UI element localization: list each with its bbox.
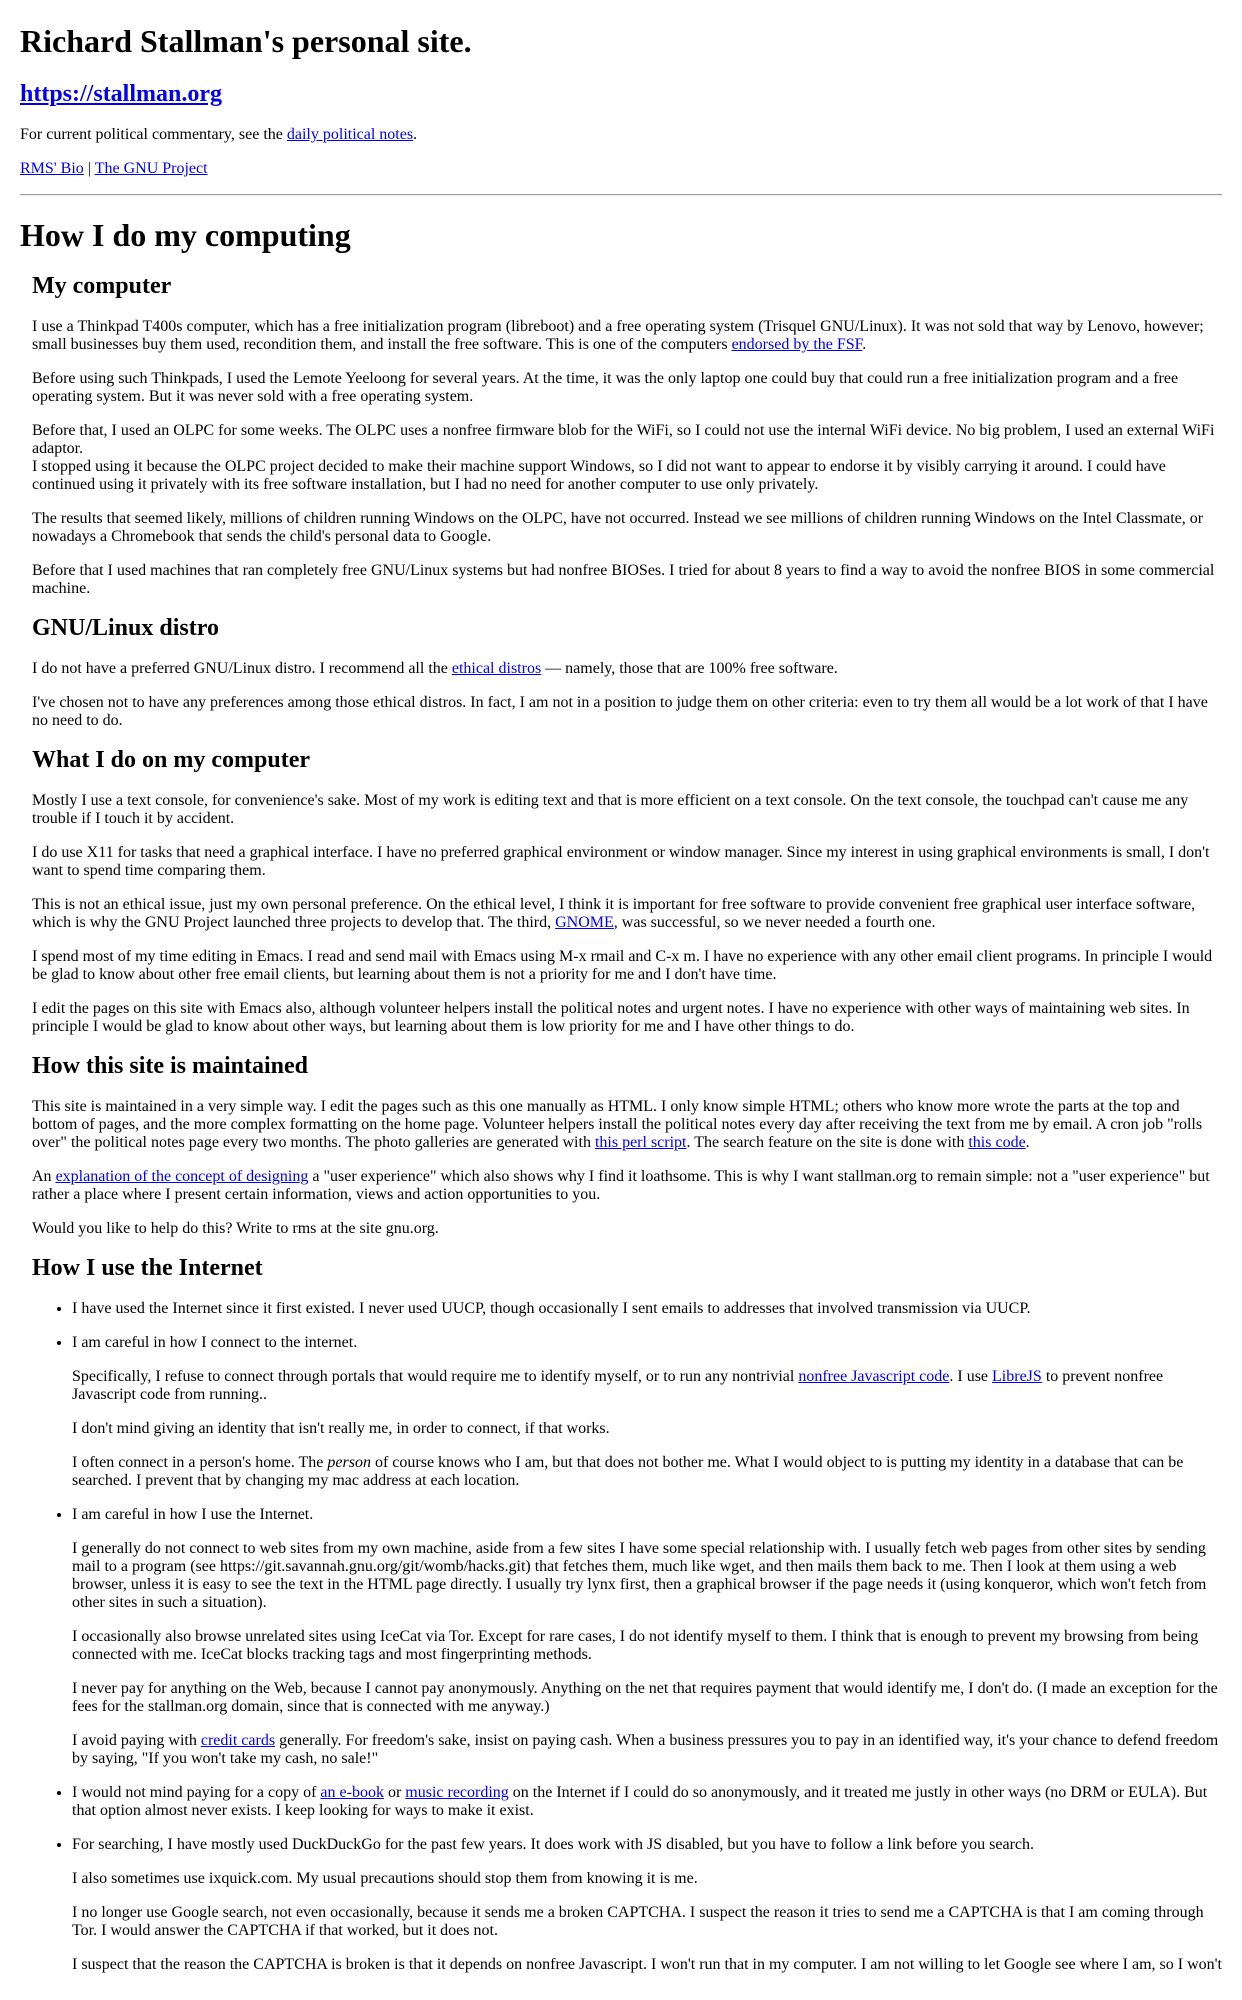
my-computer-heading: My computer (32, 273, 172, 299)
paragraph: I occasionally also browse unrelated sites using IceCat via Tor. Except for rare cases, I do not identify myself to them. I think that is enough to prevent my browsing from being connected with me. IceCat blocks tracking tags and most fingerprinting methods. (72, 1628, 1199, 1663)
site-url-heading (20, 80, 1222, 108)
page-title: How I do my computing (20, 217, 351, 253)
nav-links (20, 160, 1222, 178)
designing-explanation-link[interactable]: explanation of the concept of designing (55, 1168, 309, 1185)
daily-political-notes-link[interactable]: daily political notes (286, 126, 414, 143)
rms-bio-link[interactable]: RMS' Bio (20, 160, 84, 177)
list-item-intro: • I am careful in how I connect to the internet. (72, 1334, 358, 1351)
site-maintained-heading: How this site is maintained (32, 1053, 309, 1079)
gnome-link[interactable]: GNOME (555, 914, 614, 931)
list-item: • I have used the Internet since it first existed. I never used UUCP, though occasionally I sent emails to addresses that involved transmission via UUCP. (72, 1300, 1222, 1318)
paragraph: The results that seemed likely, millions of children running Windows on the OLPC, have not occurred. Instead we see millions of children running Windows on the Intel Classmate, or nowadays a Chromebook that sends the child's personal data to Google. (32, 510, 1204, 545)
paragraph: I no longer use Google search, not even occasionally, because it sends me a broken CAPTCHA. I suspect the reason it tries to send me a CAPTCHA is that I am coming through Tor. I would answer the CAPTCHA if that worked, but it does not. (72, 1904, 1204, 1939)
list-item-intro: • I am careful in how I use the Internet. (72, 1506, 314, 1523)
site-title: Richard Stallman's personal site. (20, 23, 472, 59)
list-item (72, 1836, 1222, 1974)
paragraph: I spend most of my time editing in Emacs. I read and send mail with Emacs using M-x rmail and C-x m. I have no experience with any other email client programs. In principle I would be glad to know about other free email clients, but learning about them is not a priority for me and I don't have time. (32, 948, 1213, 983)
ethical-distros-link[interactable]: ethical distros (451, 660, 542, 677)
site-url-link[interactable]: https://stallman.org (20, 81, 223, 107)
paragraph: I generally do not connect to web sites from my own machine, aside from a few sites I have some special relationship with. I usually fetch web pages from other sites by sending mail to a program (see https://git.savannah.gnu.org/git/womb/hacks.git) that fetches them, much like wget, and then mails them back to me. Then I look at them using a web browser, unless it is easy to see the text in the HTML page directly. I usually try lynx first, then a graphical browser if the page needs it (using konqueror, which won't fetch from other sites in such a situation). (72, 1540, 1207, 1611)
list-item: • I would not mind paying for a copy of an e-book or music recording on the Internet if I could do so anonymously, and it treated me justly in other ways (no DRM or EULA). But that option almost never exists. I keep looking for ways to make it exist. (72, 1784, 1222, 1820)
search-code-link[interactable]: this code (968, 1134, 1026, 1151)
paragraph: I avoid paying with credit cards generally. For freedom's sake, insist on paying cash. When a business pressures you to pay in an identified way, it's your chance to defend freedom by saying, "If you won't take my cash, no sale!" (72, 1732, 1219, 1767)
paragraph: An explanation of the concept of designing a "user experience" which also shows why I find it loathsome. This is why I want stallman.org to remain simple: not a "user experience" but rather a place where I present certain information, views and action opportunities to you. (32, 1168, 1210, 1203)
paragraph: Before that, I used an OLPC for some weeks. The OLPC uses a nonfree firmware blob for the WiFi, so I could not use the internal WiFi device. No big problem, I used an external WiFi adaptor. I stopped using it because the OLPC project decided to make their machine support Windows, so I did not want to appear to endorse it by visibly carrying it around. I could have continued using it privately with its free software installation, but I had no need for another computer to use only privately. (32, 422, 1215, 493)
paragraph: Mostly I use a text console, for convenience's sake. Most of my work is editing text and that is more efficient on a text console. On the text console, the touchpad can't cause me any trouble if I touch it by accident. (32, 792, 1189, 827)
paragraph: I've chosen not to have any preferences among those ethical distros. In fact, I am not in a position to judge them on other criteria: even to try them all would be a lot work of that I have no need to do. (32, 694, 1208, 729)
paragraph: I edit the pages on this site with Emacs also, although volunteer helpers install the political notes and urgent notes. I have no experience with other ways of maintaining web sites. In principle I would be glad to know about other ways, but learning about them is low priority for me and I have other things to do. (32, 1000, 1190, 1035)
list-item-intro: • For searching, I have mostly used DuckDuckGo for the past few years. It does work with JS disabled, but you have to follow a link before you search. (72, 1836, 1034, 1853)
paragraph: I never pay for anything on the Web, because I cannot pay anonymously. Anything on the net that requires payment that would identify me, I don't do. (I made an exception for the fees for the stallman.org domain, since that is connected with me anyway.) (72, 1680, 1218, 1715)
librejs-link[interactable]: LibreJS (992, 1368, 1042, 1385)
nav-separator: | (83, 160, 95, 177)
list-item (72, 1506, 1222, 1768)
music-recording-link[interactable]: music recording (405, 1784, 509, 1801)
paragraph: I often connect in a person's home. The person of course knows who I am, but that does not bother me. What I would object to is putting my identity in a database that can be searched. I prevent that by changing my mac address at each location. (72, 1454, 1184, 1489)
paragraph: I do not have a preferred GNU/Linux distro. I recommend all the ethical distros — namely, those that are 100% free software. (32, 660, 838, 677)
paragraph: This is not an ethical issue, just my own personal preference. On the ethical level, I think it is important for free software to provide convenient free graphical user interface software, which is why the GNU Project launched three projects to develop that. The third, GNOME, was successful, so we never needed a fourth one. (32, 896, 1196, 931)
paragraph: I do use X11 for tasks that need a graphical interface. I have no preferred graphical environment or window manager. Since my interest in using graphical environments is small, I don't want to spend time comparing them. (32, 844, 1210, 879)
paragraph: Would you like to help do this? Write to rms at the site gnu.org. (32, 1220, 439, 1237)
gnu-project-link[interactable]: The GNU Project (94, 160, 208, 177)
paragraph: I don't mind giving an identity that isn't really me, in order to connect, if that works. (72, 1420, 610, 1437)
ebook-link[interactable]: an e-book (320, 1784, 384, 1801)
paragraph: Before that I used machines that ran completely free GNU/Linux systems but had nonfree BIOSes. I tried for about 8 years to find a way to avoid the nonfree BIOS in some commercial machine. (32, 562, 1215, 597)
header-divider (20, 194, 1222, 196)
perl-script-link[interactable]: this perl script (594, 1134, 687, 1151)
paragraph: I suspect that the reason the CAPTCHA is broken is that it depends on nonfree Javascript. I won't run that in my computer. I am not willing to let Google see where I am, so I won't (72, 1956, 1222, 1973)
paragraph: This site is maintained in a very simple way. I edit the pages such as this one manually as HTML. I only know simple HTML; others who know more wrote the parts at the top and bottom of pages, and the more complex formatting on the home page. Volunteer helpers install the political notes every day after receiving the text from me by email. A cron job "rolls over" the political notes page every two months. The photo galleries are generated with this perl script. The search feature on the site is done with this code. (32, 1098, 1203, 1151)
distro-heading: GNU/Linux distro (32, 615, 219, 641)
paragraph: I also sometimes use ixquick.com. My usual precautions should stop them from knowing it is me. (72, 1870, 698, 1887)
paragraph: I use a Thinkpad T400s computer, which has a free initialization program (libreboot) and a free operating system (Trisquel GNU/Linux). It was not sold that way by Lenovo, however; small businesses buy them used, recondition them, and install the free software. This is one of the computers endorsed by the FSF. (32, 318, 1204, 353)
paragraph: Specifically, I refuse to connect through portals that would require me to identify myself, or to run any nontrivial nonfree Javascript code. I use LibreJS to prevent nonfree Javascript code from running.. (72, 1368, 1164, 1403)
main-content (20, 272, 1222, 1974)
nonfree-javascript-link[interactable]: nonfree Javascript code (798, 1368, 950, 1385)
list-item (72, 1334, 1222, 1490)
internet-list (32, 1300, 1222, 1974)
internet-heading: How I use the Internet (32, 1255, 263, 1281)
paragraph: Before using such Thinkpads, I used the Lemote Yeeloong for several years. At the time, it was the only laptop one could buy that could run a free initialization program and a free operating system. But it was never sold with a free operating system. (32, 370, 1179, 405)
usage-heading: What I do on my computer (32, 747, 311, 773)
political-commentary-line: For current political commentary, see the daily political notes. (20, 126, 418, 143)
endorsed-by-fsf-link[interactable]: endorsed by the FSF (731, 336, 863, 353)
credit-cards-link[interactable]: credit cards (200, 1732, 276, 1749)
